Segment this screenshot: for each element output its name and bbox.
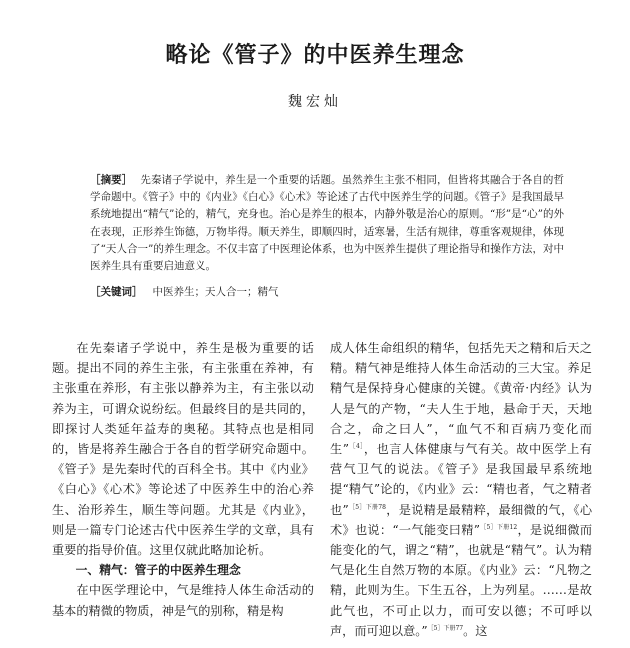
article-author: 魏宏灿 [288,94,342,110]
body-text: ，是说细微而能变化的气，谓之“精”，也就是“精气”。认为精气是化生自然万物的本原。《内业》云：“凡物之精，此则为生。下生五谷，上为列星。……是故此气也，不可止以力，而可安以德；不可呼以声，而可迎以意。” [330,522,593,638]
abstract-label: ［摘要］ [90,174,133,186]
body-column-right [330,338,592,641]
abstract-text: 先秦诸子学说中，养生是一个重要的话题。虽然养生主张不相同，但皆将其融合于各自的哲学命题中。《管子》中的《内业》《白心》《心术》等论述了古代中医养生学的问题。《管子》是我国最早系统地提出“精气”论的，精气，充身也。治心是养生的根本，内静外敬是治心的原则。“形”是“心”的外在表现，正形养生饰德，万物毕得。顺天养生，即顺四时，适寒暑，生活有规律，尊重客观规律，体现了“天人合一”的养生理念。不仅丰富了中医理论体系，也为中医养生提供了理论指导和操作方法，对中医养生具有重要启迪意义。 [90,174,565,273]
body-text: ，是说精是最精粹，最细微的气，《心术》也说：“一气能变曰精” [330,502,593,537]
keywords [90,284,564,301]
citation-ref: ［5］下册77 [427,624,464,632]
body-paragraph: 在中医学理论中，气是维持人体生命活动的基本的精微的物质，神是气的别称，精是构 [52,583,314,618]
body-paragraph: 在先秦诸子学说中，养生是极为重要的话题。提出不同的养生主张，有主张重在养神，有主张重在养形，有主张以静养为主，有主张以动养为主，可谓众说纷纭。但最终目的是共同的，即探讨人类延年益寿的奥秘。其特点也是相同的，皆是将养生融合于各自的哲学研究命题中。《管子》是先秦时代的百科全书。其中《内业》《白心》《心术》等论述了中医养生中的治心养生、治形养生，顺生等问题。尤其是《内业》，则是一篇专门论述古代中医养生学的文章，具有重要的指导价值。这里仅就此略加论析。 [52,341,314,558]
body-column-left [52,338,314,621]
citation-ref: ［5］下册78 [348,503,386,511]
keywords-label: ［关键词］ [90,286,143,298]
body-paragraph [330,338,592,641]
body-text: 。这 [463,623,488,638]
section-heading: 一、精气：管子的中医养生理念 [75,563,241,578]
body-text: 成人体生命组织的精华，包括先天之精和后天之精。精气神是维持人体生命活动的三大宝。养足精气是保持身心健康的关键。《黄帝·内经》认为人是气的产物，“夫人生于地，悬命于天，天地合之，命之曰人”，“血气不和百病乃变化而生” [330,341,592,457]
body-text: ，也言人体健康与气有关。故中医学上有营气卫气的说法。《管子》是我国最早系统地提“精气”论的，《内业》云：“精也者，气之精者也” [330,442,592,517]
article-title: 略论《管子》的中医养生理念 [165,42,465,68]
citation-ref: ［5］下册12 [479,523,518,531]
abstract [90,172,564,275]
keywords-text: 中医养生；天人合一；精气 [152,286,279,298]
citation-ref: ［4］ [348,442,364,450]
